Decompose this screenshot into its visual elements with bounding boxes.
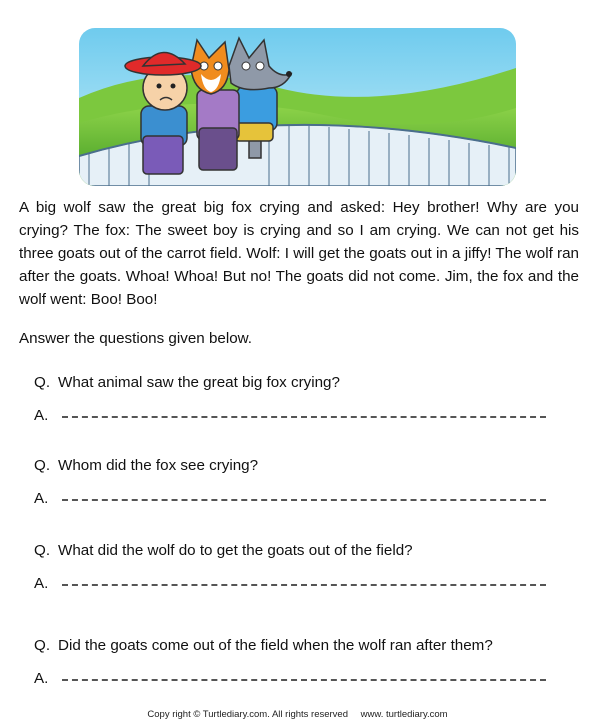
instructions: Answer the questions given below. [19, 330, 253, 347]
answer-prefix: A. [34, 575, 49, 592]
question-3 [34, 542, 574, 592]
question-prefix: Q. [34, 457, 51, 474]
question-text: What did the wolf do to get the goats out of the field? [58, 542, 413, 559]
answer-blank[interactable] [62, 499, 546, 501]
question-text: Whom did the fox see crying? [58, 457, 259, 474]
question-prefix: Q. [34, 374, 51, 391]
answer-blank[interactable] [62, 584, 546, 586]
story-illustration [79, 28, 516, 186]
website-link[interactable]: www. turtlediary.com [360, 709, 448, 720]
question-prefix: Q. [34, 637, 51, 654]
answer-blank[interactable] [62, 416, 546, 418]
copyright-text: Copy right © Turtlediary.com. All rights reserved [147, 709, 348, 720]
question-2 [34, 457, 574, 507]
footer [0, 709, 595, 720]
question-prefix: Q. [34, 542, 51, 559]
story-paragraph: A big wolf saw the great big fox crying and asked: Hey brother! Why are you crying? The fox: The sweet boy is crying and so I am crying. We can not get his three goats out of the carrot field. Wolf: I will get the goats out in a jiffy! The wolf ran after the goats. Whoa! Whoa! But no! The goats did not come. Jim, the fox and the wolf went: Boo! Boo! [19, 199, 579, 308]
question-text: What animal saw the great big fox crying? [58, 374, 340, 391]
question-1 [34, 374, 574, 424]
question-text: Did the goats come out of the field when the wolf ran after them? [58, 637, 493, 654]
answer-prefix: A. [34, 670, 49, 687]
answer-prefix: A. [34, 407, 49, 424]
answer-prefix: A. [34, 490, 49, 507]
answer-blank[interactable] [62, 679, 546, 681]
question-4 [34, 637, 574, 687]
